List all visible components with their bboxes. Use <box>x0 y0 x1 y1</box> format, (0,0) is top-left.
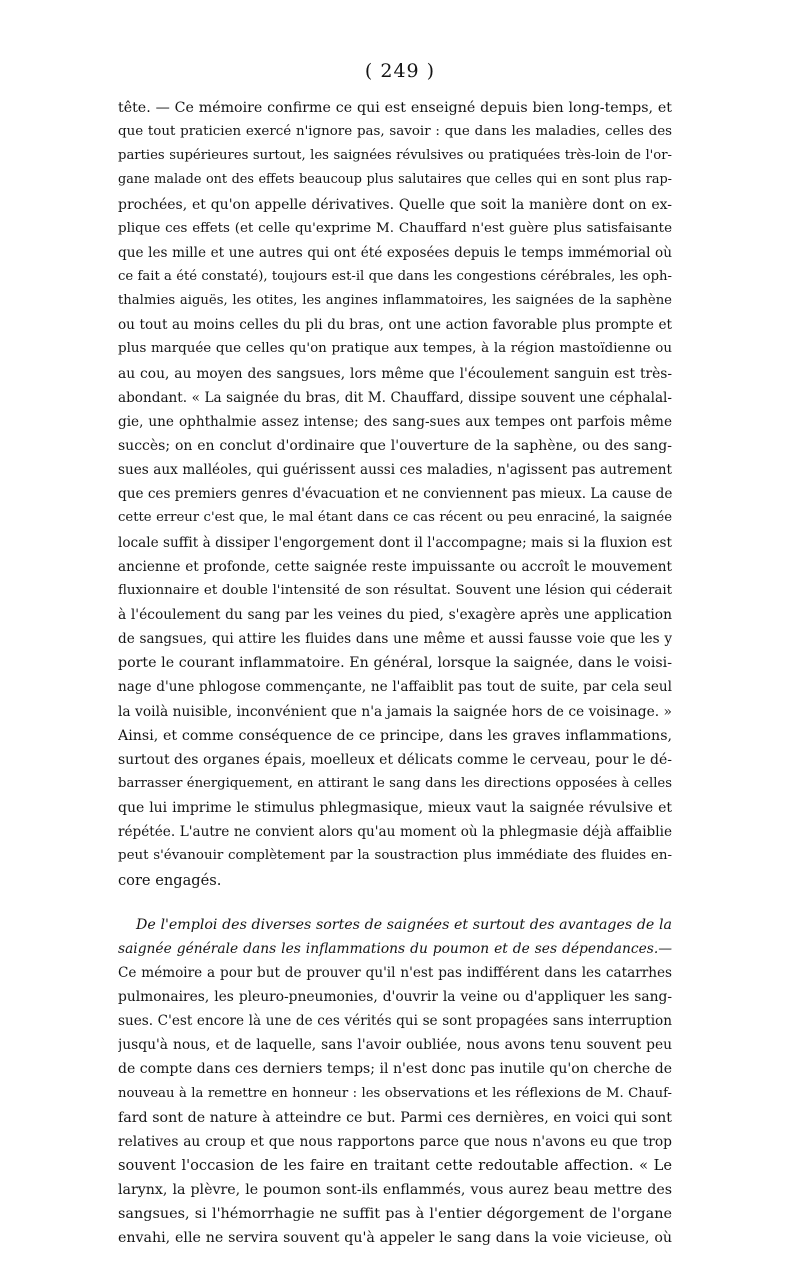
text-line: souvent l'occasion de les faire en traitant cette redoutable affection. « Le <box>118 1157 672 1175</box>
text-line: core engagés. <box>118 871 222 889</box>
text-line: envahi, elle ne servira souvent qu'à appeler le sang dans la voie vicieuse, où <box>118 1230 672 1247</box>
text-line: sues. C'est encore là une de ces vérités qui se sont propagées sans interruption <box>118 1013 672 1030</box>
text-line: thalmies aiguës, les otites, les angines inflammatoires, les saignées de la saphène <box>118 293 672 309</box>
text-line: gie, une ophthalmie assez intense; des sang-sues aux tempes ont parfois même <box>118 413 672 430</box>
text-line: prochées, et qu'on appelle dérivatives. Quelle que soit la manière dont on ex- <box>118 196 672 213</box>
page-number: ( 249 ) <box>364 60 436 82</box>
text-line: fard sont de nature à atteindre ce but. Parmi ces dernières, en voici qui sont <box>118 1109 672 1126</box>
text-line: répétée. L'autre ne convient alors qu'au moment où la phlegmasie déjà affaiblie <box>118 824 672 841</box>
text-line: sangsues, si l'hémorrhagie ne suffit pas à l'entier dégorgement de l'organe <box>118 1206 672 1223</box>
text-line: de sangsues, qui attire les fluides dans une même et aussi fausse voie que les y <box>118 631 672 648</box>
text-line: sues aux malléoles, qui guérissent aussi ces maladies, n'agissent pas autrement <box>118 462 672 479</box>
text-line: nouveau à la remettre en honneur : les observations et les réflexions de M. Chauf- <box>118 1085 672 1101</box>
text-line: ancienne et profonde, cette saignée reste impuissante ou accroît le mouvement <box>118 558 672 575</box>
text-line: fluxionnaire et double l'intensité de son résultat. Souvent une lésion qui céderait <box>118 582 672 598</box>
text-line: plus marquée que celles qu'on pratique aux tempes, à la région mastoïdienne ou <box>118 341 672 357</box>
text-line: que ces premiers genres d'évacuation et ne conviennent pas mieux. La cause de <box>118 486 672 503</box>
text-line: jusqu'à nous, et de laquelle, sans l'avoir oubliée, nous avons tenu souvent peu <box>118 1037 672 1054</box>
text-line: la voilà nuisible, inconvénient que n'a jamais la saignée hors de ce voisinage. » <box>118 703 672 720</box>
text-line: ce fait a été constaté), toujours est-il que dans les congestions cérébrales, les oph- <box>118 268 672 284</box>
text-line: ou tout au moins celles du pli du bras, ont une action favorable plus prompte et <box>118 317 672 334</box>
text-line: porte le courant inflammatoire. En général, lorsque la saignée, dans le voisi- <box>118 655 672 672</box>
text-line: abondant. « La saignée du bras, dit M. Chauffard, dissipe souvent une céphalal- <box>118 389 672 406</box>
text-line: peut s'évanouir complètement par la soustraction plus immédiate des fluides en- <box>118 848 672 864</box>
text-line: plique ces effets (et celle qu'exprime M. Chauffard n'est guère plus satisfaisante <box>118 220 672 236</box>
section-heading-line: De l'emploi des diverses sortes de saignées et surtout des avantages de la <box>136 916 672 933</box>
text-line: à l'écoulement du sang par les veines du pied, s'exagère après une application <box>118 606 672 623</box>
text-line: nage d'une phlogose commençante, ne l'affaiblit pas tout de suite, par cela seul <box>118 679 672 696</box>
text-body <box>118 96 672 1251</box>
text-line: que lui imprime le stimulus phlegmasique, mieux vaut la saignée révulsive et <box>118 800 672 817</box>
text-line: que les mille et une autres qui ont été exposées depuis le temps immémorial où <box>118 244 672 261</box>
text-line: surtout des organes épais, moelleux et délicats comme le cerveau, pour le dé- <box>118 751 672 768</box>
text-line: succès; on en conclut d'ordinaire que l'ouverture de la saphène, ou des sang- <box>118 437 672 454</box>
text-line: de compte dans ces derniers temps; il n'est donc pas inutile qu'on cherche de <box>118 1061 672 1078</box>
text-line: parties supérieures surtout, les saignées révulsives ou pratiquées très-loin de l'or- <box>118 148 672 164</box>
text-line: relatives au croup et que nous rapportons parce que nous n'avons eu que trop <box>118 1133 672 1150</box>
text-line: barrasser énergiquement, en attirant le sang dans les directions opposées à celles <box>118 775 672 791</box>
section-heading-line: saignée générale dans les inflammations du poumon et de ses dépendances.— <box>118 940 672 957</box>
text-line: Ce mémoire a pour but de prouver qu'il n'est pas indifférent dans les catarrhes <box>118 964 672 981</box>
paragraph <box>118 96 672 893</box>
text-line: au cou, au moyen des sangsues, lors même que l'écoulement sanguin est très- <box>118 365 672 382</box>
text-line: que tout praticien exercé n'ignore pas, savoir : que dans les maladies, celles des <box>118 124 672 140</box>
text-line: locale suffit à dissiper l'engorgement dont il l'accompagne; mais si la fluxion est <box>118 534 672 551</box>
paragraph <box>118 913 672 1251</box>
text-line: cette erreur c'est que, le mal étant dans ce cas récent ou peu enraciné, la saignée <box>118 510 672 526</box>
text-line: pulmonaires, les pleuro-pneumonies, d'ouvrir la veine ou d'appliquer les sang- <box>118 989 672 1006</box>
text-line: Ainsi, et comme conséquence de ce principe, dans les graves inflammations, <box>118 727 672 744</box>
text-line: larynx, la plèvre, le poumon sont-ils enflammés, vous aurez beau mettre des <box>118 1182 672 1199</box>
text-line: gane malade ont des effets beaucoup plus salutaires que celles qui en sont plus rap- <box>118 172 672 188</box>
paragraph-gap <box>118 893 672 913</box>
text-line: tête. — Ce mémoire confirme ce qui est enseigné depuis bien long-temps, et <box>118 100 672 116</box>
